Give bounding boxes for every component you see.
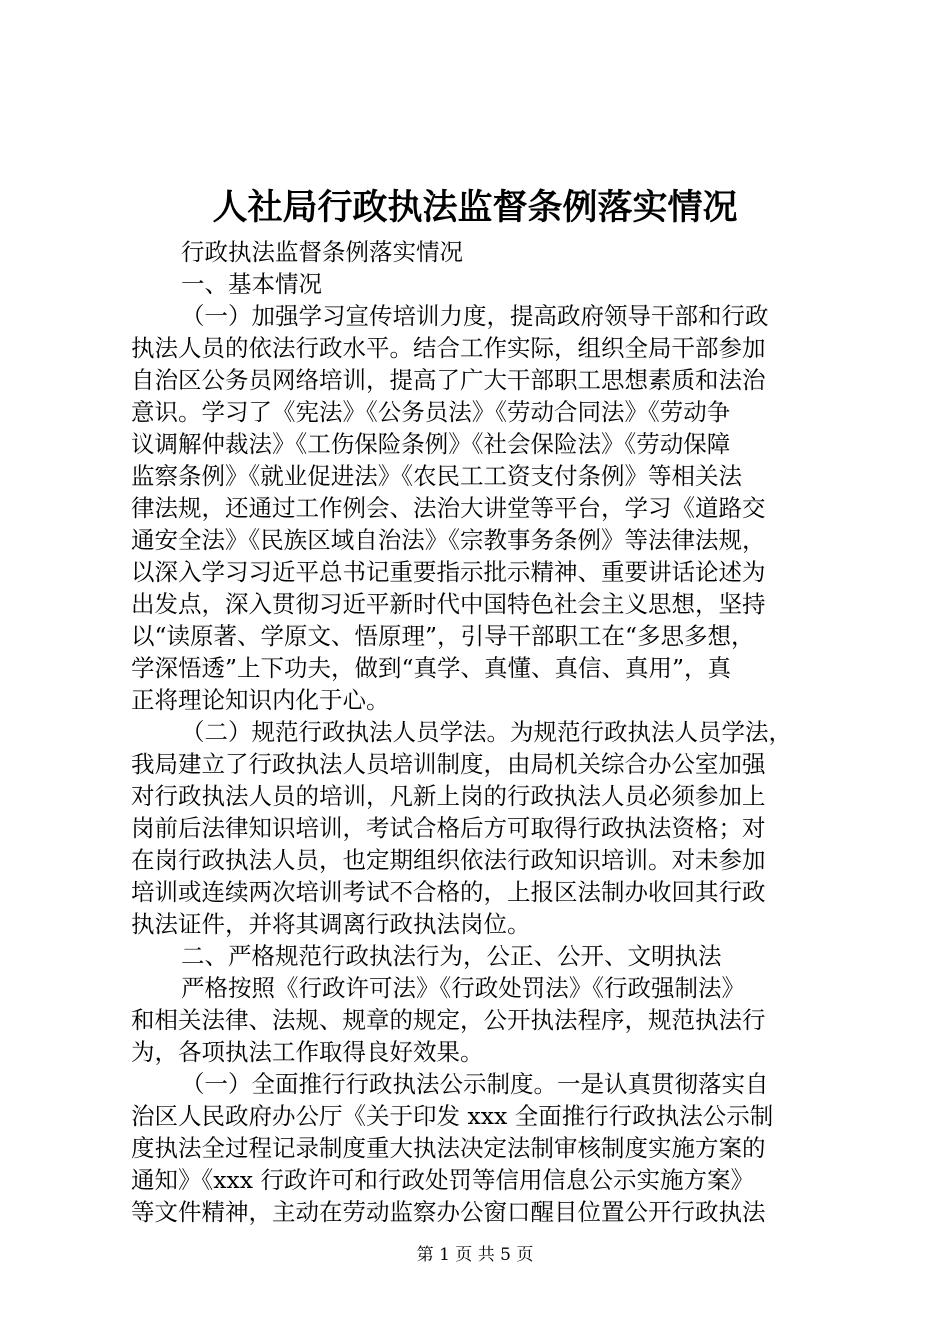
body-line: 二、严格规范行政执法行为，公正、公开、文明执法: [181, 942, 722, 970]
page-footer: 第 1 页 共 5 页: [416, 1245, 534, 1265]
body-line: 监察条例》《就业促进法》《农民工工资支付条例》等相关法: [131, 462, 742, 490]
body-line: （二）规范行政执法人员学法。为规范行政执法人员学法，: [181, 718, 792, 746]
body-line: 在岗行政执法人员，也定期组织依法行政知识培训。对未参加: [131, 846, 766, 874]
body-line: 出发点，深入贯彻习近平新时代中国特色社会主义思想，坚持: [131, 590, 766, 618]
body-line: 一、基本情况: [181, 270, 322, 298]
body-line: （一）全面推行行政执法公示制度。一是认真贯彻落实自: [181, 1070, 769, 1098]
body-line: 行政执法监督条例落实情况: [181, 238, 463, 266]
body-line: 学深悟透”上下功夫，做到“真学、真懂、真信、真用”，真: [131, 654, 732, 682]
body-line: 对行政执法人员的培训，凡新上岗的行政执法人员必须参加上: [131, 782, 766, 810]
body-line: 通安全法》《民族区域自治法》《宗教事务条例》等法律法规，: [131, 526, 766, 554]
body-line: 为，各项执法工作取得良好效果。: [131, 1038, 484, 1066]
body-line: 和相关法律、法规、规章的规定，公开执法程序，规范执法行: [131, 1006, 766, 1034]
body-line: 治区人民政府办公厅《关于印发 xxx 全面推行行政执法公示制: [131, 1102, 774, 1130]
body-line: 以“读原著、学原文、悟原理”，引导干部职工在“多思多想，: [131, 622, 755, 650]
body-line: 执法证件，并将其调离行政执法岗位。: [131, 910, 531, 938]
body-line: 我局建立了行政执法人员培训制度，由局机关综合办公室加强: [131, 750, 766, 778]
body-line: 自治区公务员网络培训，提高了广大干部职工思想素质和法治: [131, 366, 766, 394]
body-line: 正将理论知识内化于心。: [131, 686, 390, 714]
body-line: 培训或连续两次培训考试不合格的，上报区法制办收回其行政: [131, 878, 766, 906]
body-line: 严格按照《行政许可法》《行政处罚法》《行政强制法》: [181, 974, 745, 1002]
body-line: 执法人员的依法行政水平。结合工作实际，组织全局干部参加: [131, 334, 766, 362]
body-line: （一）加强学习宣传培训力度，提高政府领导干部和行政: [181, 302, 769, 330]
body-line: 以深入学习习近平总书记重要指示批示精神、重要讲话论述为: [131, 558, 766, 586]
body-line: 议调解仲裁法》《工伤保险条例》《社会保险法》《劳动保障: [131, 430, 731, 458]
body-line: 意识。学习了《宪法》《公务员法》《劳动合同法》《劳动争: [131, 398, 731, 426]
body-line: 等文件精神，主动在劳动监察办公窗口醒目位置公开行政执法: [131, 1198, 766, 1226]
body-line: 岗前后法律知识培训，考试合格后方可取得行政执法资格；对: [131, 814, 766, 842]
body-line: 通知》《xxx 行政许可和行政处罚等信用信息公示实施方案》: [131, 1166, 754, 1194]
document-title: 人社局行政执法监督条例落实情况: [212, 187, 738, 228]
document-body: [131, 236, 833, 1228]
body-line: 度执法全过程记录制度重大执法决定法制审核制度实施方案的: [131, 1134, 766, 1162]
body-line: 律法规，还通过工作例会、法治大讲堂等平台，学习《道路交: [131, 494, 766, 522]
